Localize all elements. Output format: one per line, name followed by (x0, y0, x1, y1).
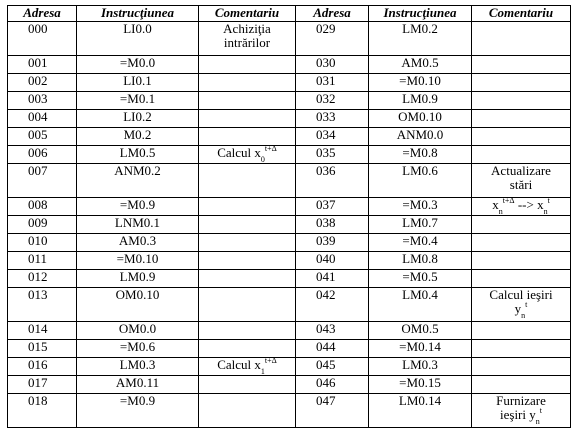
address-cell: 017 (8, 376, 77, 394)
instruction-cell: =M0.0 (77, 56, 199, 74)
comment-line: Achiziţia (223, 21, 271, 36)
comment-cell (199, 252, 296, 270)
address-cell: 004 (8, 110, 77, 128)
comment-cell (199, 128, 296, 146)
address-cell: 013 (8, 288, 77, 322)
address-cell: 007 (8, 164, 77, 198)
instruction-cell: LM0.8 (369, 252, 472, 270)
address-cell: 001 (8, 56, 77, 74)
comment-cell (472, 322, 571, 340)
comment-cell (472, 340, 571, 358)
comment-line: $y_n^t$ (514, 299, 528, 320)
instruction-cell: LM0.7 (369, 216, 472, 234)
comment-cell (199, 216, 296, 234)
comment-line: intrărilor (223, 35, 271, 50)
comment-cell (472, 22, 571, 56)
instruction-cell: LNM0.1 (77, 216, 199, 234)
instruction-cell: LM0.2 (369, 22, 472, 56)
table-row (8, 56, 571, 74)
address-cell: 008 (8, 198, 77, 216)
address-cell: 046 (296, 376, 369, 394)
address-cell: 042 (296, 288, 369, 322)
instruction-cell: =M0.10 (77, 252, 199, 270)
address-cell: 035 (296, 146, 369, 164)
comment-cell (472, 110, 571, 128)
instruction-cell: ANM0.0 (369, 128, 472, 146)
address-cell: 041 (296, 270, 369, 288)
address-cell: 030 (296, 56, 369, 74)
header-comment: Comentariu (199, 6, 296, 22)
instruction-cell: OM0.5 (369, 322, 472, 340)
comment-cell (472, 216, 571, 234)
comment-cell (472, 74, 571, 92)
table-row (8, 376, 571, 394)
comment-cell (472, 234, 571, 252)
instruction-cell: LM0.14 (369, 394, 472, 428)
table-row (8, 110, 571, 128)
instruction-cell: =M0.14 (369, 340, 472, 358)
table-row (8, 74, 571, 92)
table-row (8, 252, 571, 270)
instruction-cell: LM0.5 (77, 146, 199, 164)
table-row (8, 394, 571, 428)
comment-cell (199, 234, 296, 252)
instruction-cell: LM0.6 (369, 164, 472, 198)
comment-cell-furnizare (472, 394, 571, 428)
table-row (8, 92, 571, 110)
header-row (8, 6, 571, 22)
table-row (8, 322, 571, 340)
instruction-cell: OM0.10 (77, 288, 199, 322)
table-row (8, 198, 571, 216)
instruction-cell: =M0.1 (77, 92, 199, 110)
header-address-right: Adresa (296, 6, 369, 22)
address-cell: 045 (296, 358, 369, 376)
table-row (8, 270, 571, 288)
comment-cell (472, 56, 571, 74)
address-cell: 009 (8, 216, 77, 234)
address-cell: 038 (296, 216, 369, 234)
address-cell: 000 (8, 22, 77, 56)
table-row (8, 288, 571, 322)
address-cell: 047 (296, 394, 369, 428)
comment-line: stări (509, 177, 533, 192)
address-cell: 011 (8, 252, 77, 270)
comment-cell-calcul-x1: Calcul $x_1^{t+\Delta}$ (199, 358, 296, 376)
table-row (8, 234, 571, 252)
table-row (8, 164, 571, 198)
comment-cell (199, 376, 296, 394)
comment-cell (199, 74, 296, 92)
comment-cell-actualizare (472, 164, 571, 198)
instruction-cell: =M0.5 (369, 270, 472, 288)
instruction-cell: OM0.10 (369, 110, 472, 128)
instruction-cell: AM0.11 (77, 376, 199, 394)
instruction-cell: LI0.2 (77, 110, 199, 128)
address-cell: 043 (296, 322, 369, 340)
comment-cell (199, 340, 296, 358)
instruction-cell: =M0.6 (77, 340, 199, 358)
address-cell: 016 (8, 358, 77, 376)
instruction-cell: LM0.3 (77, 358, 199, 376)
comment-cell (199, 198, 296, 216)
address-cell: 033 (296, 110, 369, 128)
comment-cell (472, 128, 571, 146)
address-cell: 005 (8, 128, 77, 146)
comment-cell (472, 358, 571, 376)
table-row (8, 128, 571, 146)
instruction-cell: =M0.3 (369, 198, 472, 216)
header-instruction-right: Instrucţiunea (369, 6, 472, 22)
address-cell: 032 (296, 92, 369, 110)
header-instruction: Instrucţiunea (77, 6, 199, 22)
instruction-cell: LM0.9 (369, 92, 472, 110)
address-cell: 039 (296, 234, 369, 252)
instruction-cell: LM0.4 (369, 288, 472, 322)
instruction-cell: =M0.9 (77, 198, 199, 216)
address-cell: 018 (8, 394, 77, 428)
instruction-table (7, 5, 571, 428)
instruction-cell: ANM0.2 (77, 164, 199, 198)
address-cell: 029 (296, 22, 369, 56)
comment-cell (199, 270, 296, 288)
address-cell: 036 (296, 164, 369, 198)
table-row (8, 22, 571, 56)
instruction-cell: =M0.9 (77, 394, 199, 428)
comment-cell (472, 92, 571, 110)
table-row (8, 340, 571, 358)
address-cell: 010 (8, 234, 77, 252)
comment-cell (199, 164, 296, 198)
comment-cell (199, 288, 296, 322)
comment-line: Calcul ieşiri (489, 287, 553, 302)
comment-cell-calcul-iesiri (472, 288, 571, 322)
comment-cell-xn-update: $x_n^{t+\Delta}$ --> $x_n^t$ (472, 198, 571, 216)
arrow-text: --> (514, 197, 538, 212)
table-row (8, 216, 571, 234)
header-comment-right: Comentariu (472, 6, 571, 22)
address-cell: 014 (8, 322, 77, 340)
instruction-cell: AM0.3 (77, 234, 199, 252)
comment-cell (472, 146, 571, 164)
comment-line: ieşiri $y_n^t$ (500, 405, 542, 426)
comment-cell (199, 110, 296, 128)
address-cell: 044 (296, 340, 369, 358)
address-cell: 015 (8, 340, 77, 358)
comment-cell (472, 376, 571, 394)
comment-cell (472, 252, 571, 270)
comment-cell (199, 56, 296, 74)
comment-cell (199, 394, 296, 428)
address-cell: 037 (296, 198, 369, 216)
instruction-cell: =M0.10 (369, 74, 472, 92)
instruction-cell: M0.2 (77, 128, 199, 146)
comment-cell-achizitia (199, 22, 296, 56)
address-cell: 031 (296, 74, 369, 92)
table-row (8, 146, 571, 164)
header-address: Adresa (8, 6, 77, 22)
instruction-cell: =M0.4 (369, 234, 472, 252)
address-cell: 040 (296, 252, 369, 270)
comment-line: Actualizare (491, 163, 551, 178)
comment-cell (199, 92, 296, 110)
instruction-cell: AM0.5 (369, 56, 472, 74)
address-cell: 006 (8, 146, 77, 164)
instruction-cell: LM0.3 (369, 358, 472, 376)
address-cell: 003 (8, 92, 77, 110)
instruction-cell: LI0.0 (77, 22, 199, 56)
comment-line: Furnizare (496, 393, 546, 408)
address-cell: 034 (296, 128, 369, 146)
instruction-cell: =M0.15 (369, 376, 472, 394)
instruction-cell: LM0.9 (77, 270, 199, 288)
instruction-cell: =M0.8 (369, 146, 472, 164)
comment-cell (199, 322, 296, 340)
comment-cell-calcul-x0: Calcul $x_0^{t+\Delta}$ (199, 146, 296, 164)
address-cell: 002 (8, 74, 77, 92)
address-cell: 012 (8, 270, 77, 288)
instruction-cell: LI0.1 (77, 74, 199, 92)
table-row (8, 358, 571, 376)
instruction-cell: OM0.0 (77, 322, 199, 340)
comment-cell (472, 270, 571, 288)
